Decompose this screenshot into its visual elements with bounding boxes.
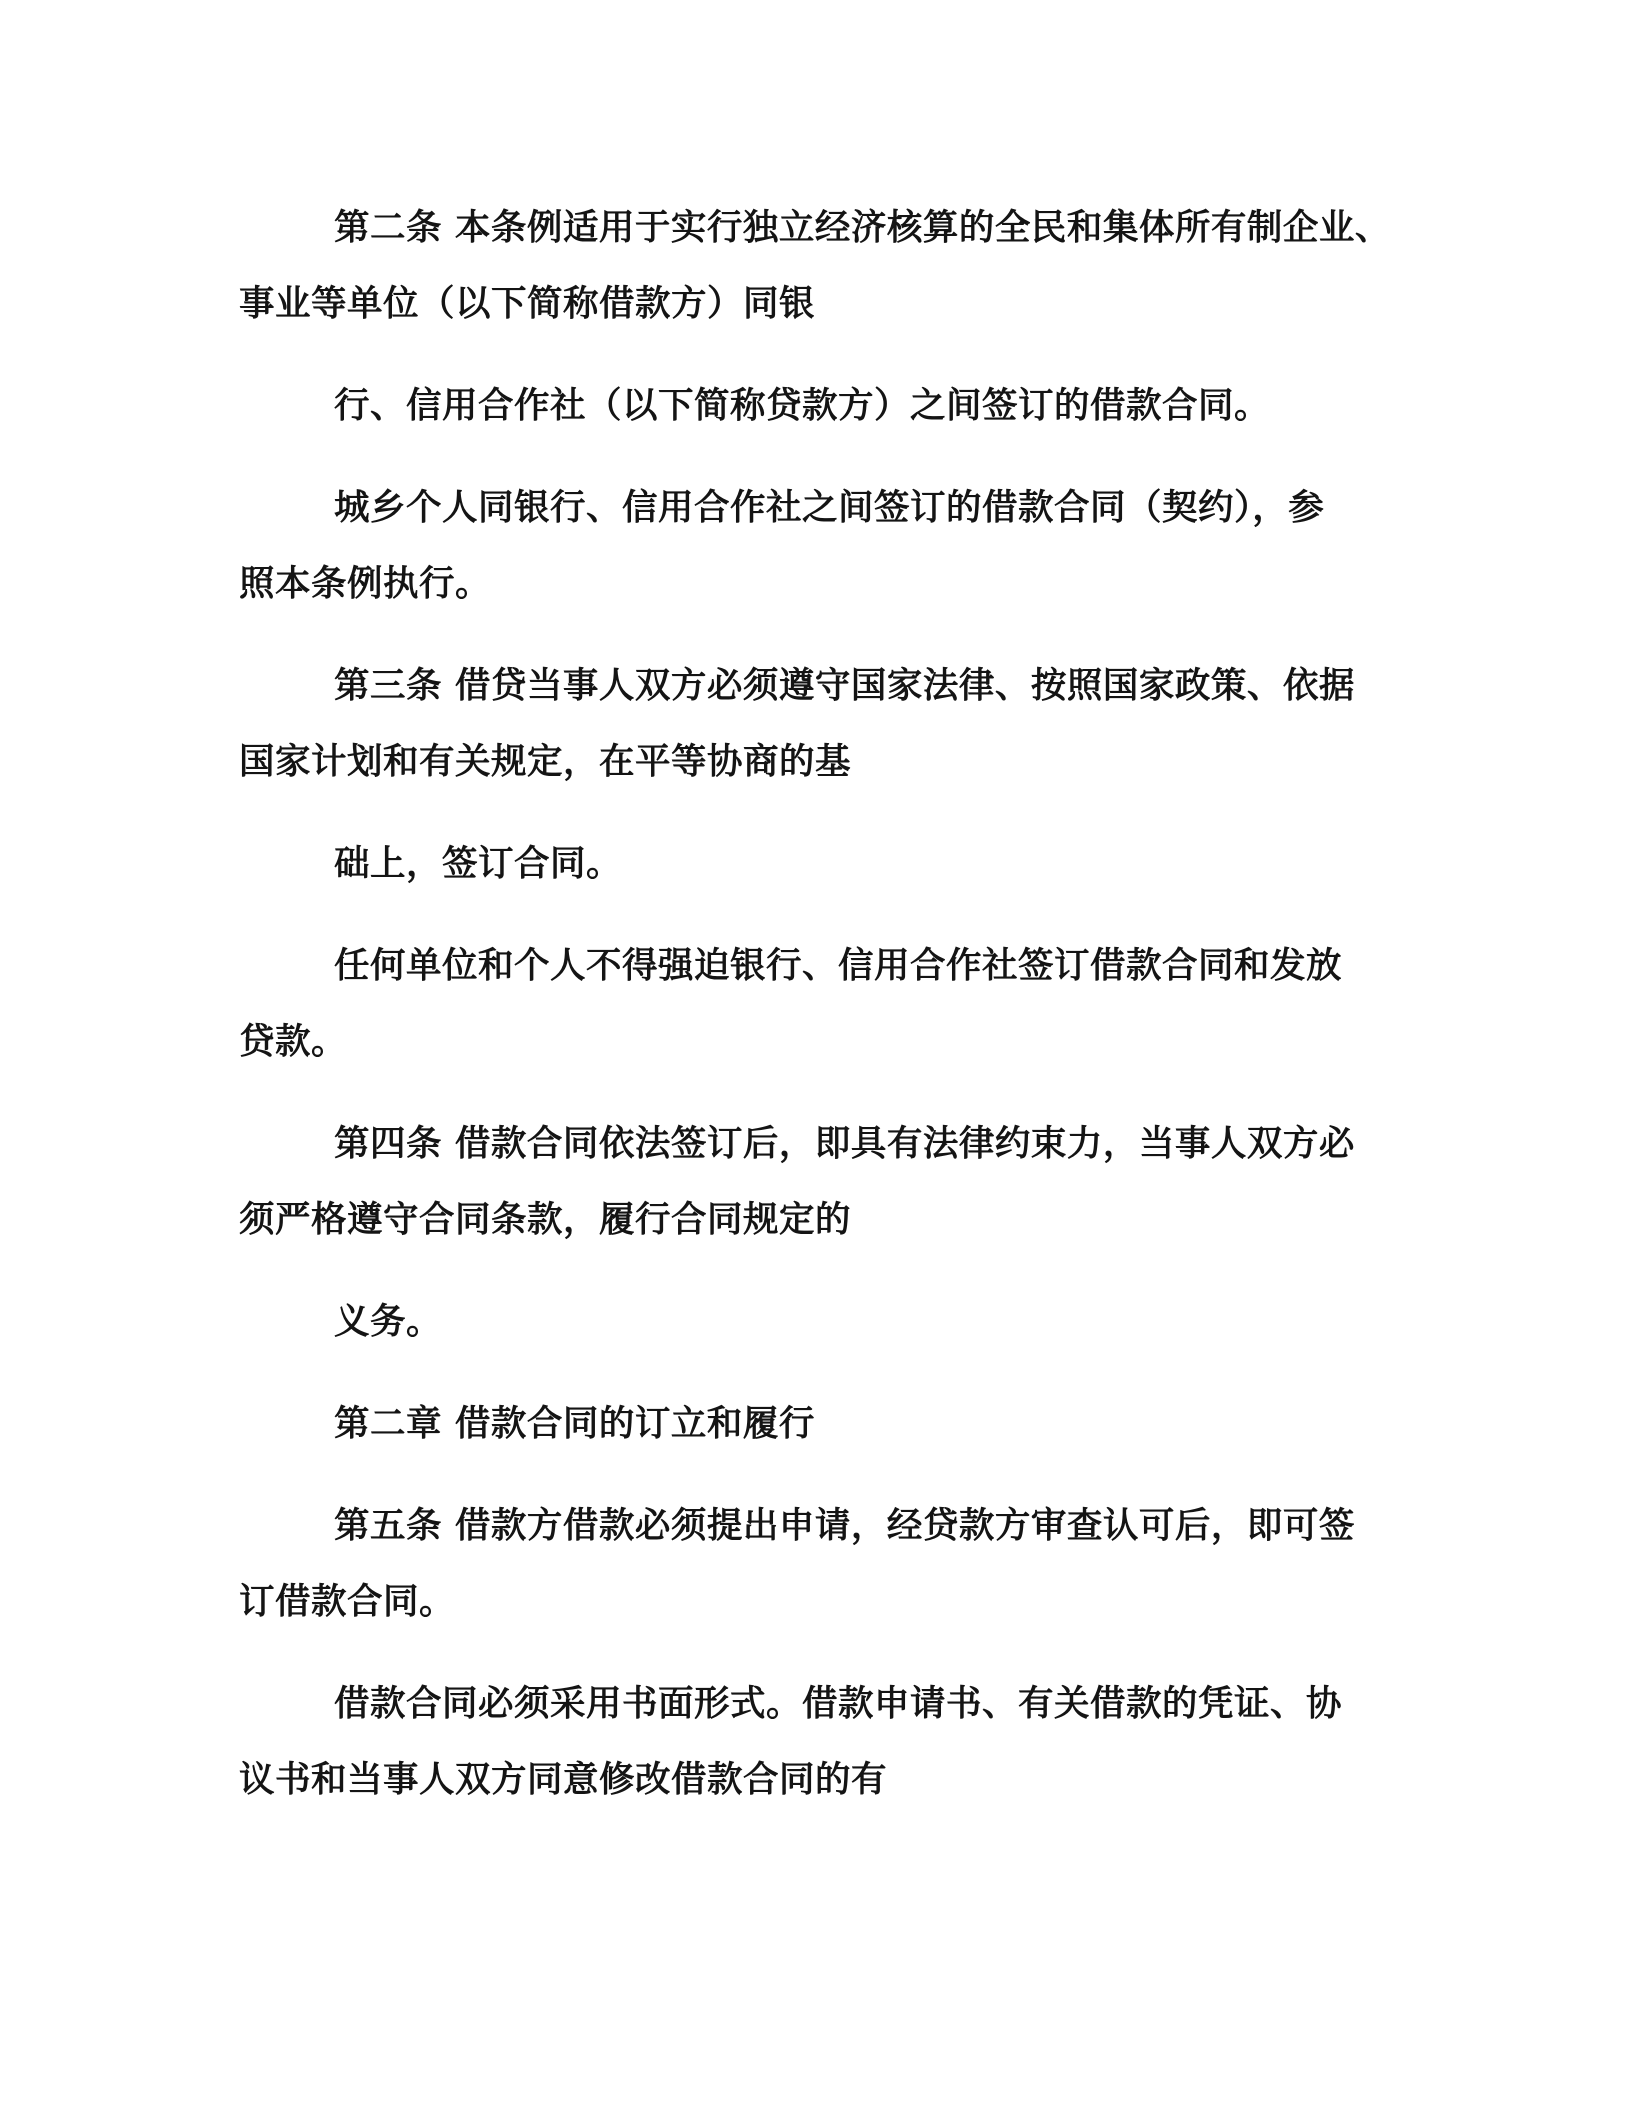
paragraph-no-coercion [239,928,1399,1080]
paragraph-line: 础上，签订合同。 [334,843,623,884]
paragraph-article-2 [239,190,1399,342]
paragraph-line: 城乡个人同银行、信用合作社之间签订的借款合同（契约），参 [334,487,1325,528]
paragraph-line: 订借款合同。 [239,1581,456,1622]
paragraph-article-4-cont [239,1284,1399,1360]
paragraph-article-4 [239,1106,1399,1258]
paragraph-line: 借款合同必须采用书面形式。借款申请书、有关借款的凭证、协 [334,1683,1343,1724]
paragraph-line: 贷款。 [239,1021,348,1062]
paragraph-line: 任何单位和个人不得强迫银行、信用合作社签订借款合同和发放 [334,945,1343,986]
paragraph-line: 第五条 借款方借款必须提出申请，经贷款方审查认可后，即可签 [334,1505,1355,1546]
paragraph-line: 须严格遵守合同条款，履行合同规定的 [239,1199,852,1240]
paragraph-line: 国家计划和有关规定，在平等协商的基 [239,741,852,782]
paragraph-individual-loans [239,470,1399,622]
paragraph-written-form [239,1666,1399,1818]
paragraph-line: 义务。 [334,1301,443,1342]
document-body [239,190,1399,1844]
paragraph-article-3-cont [239,826,1399,902]
paragraph-line: 第三条 借贷当事人双方必须遵守国家法律、按照国家政策、依据 [334,665,1355,706]
paragraph-line: 第四条 借款合同依法签订后，即具有法律约束力，当事人双方必 [334,1123,1355,1164]
paragraph-line: 照本条例执行。 [239,563,492,604]
chapter-heading [239,1386,1399,1462]
paragraph-line: 议书和当事人双方同意修改借款合同的有 [239,1759,888,1800]
paragraph-article-5 [239,1488,1399,1640]
paragraph-line: 事业等单位（以下简称借款方）同银 [239,283,816,324]
paragraph-line: 第二条 本条例适用于实行独立经济核算的全民和集体所有制企业、 [334,207,1391,248]
paragraph-line: 行、信用合作社（以下简称贷款方）之间签订的借款合同。 [334,385,1271,426]
paragraph-article-3 [239,648,1399,800]
paragraph-article-2-cont [239,368,1399,444]
chapter-title: 第二章 借款合同的订立和履行 [334,1403,815,1444]
